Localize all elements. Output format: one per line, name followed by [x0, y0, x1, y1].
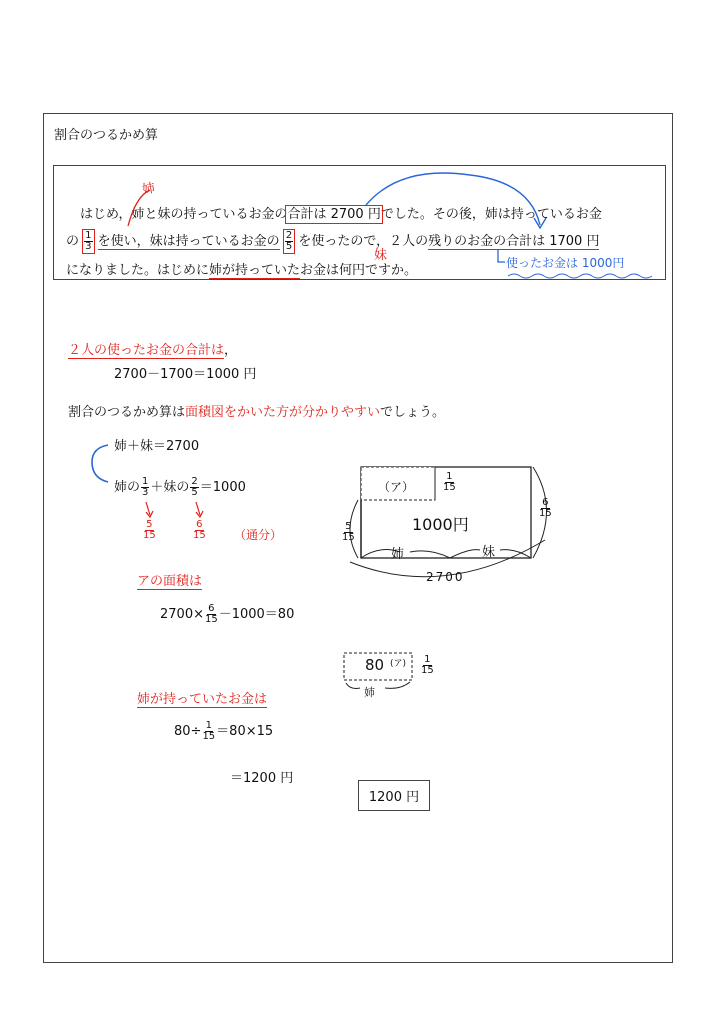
answer-text: 1200 円	[368, 790, 420, 805]
step3-calc-a: 2700×	[160, 607, 204, 622]
page-title: 割合のつるかめ算	[54, 128, 159, 143]
step2-text-c: でしょう。	[380, 405, 446, 420]
area-a-label: （ア）	[378, 480, 415, 494]
eq2-text: 姉の	[114, 480, 141, 495]
frac-den: 15	[193, 530, 206, 541]
small-diagram-80: 80	[365, 656, 385, 674]
step2-text-b: 面積図をかいた方が分かりやすい	[185, 405, 381, 420]
frac-den: 15	[143, 530, 156, 541]
frac-den: 3	[85, 241, 92, 252]
problem-text: の	[66, 234, 80, 249]
annotation-ane: 姉	[141, 180, 157, 198]
step3-calc-b: －1000＝80	[218, 607, 295, 622]
frac-num: 5	[146, 519, 153, 530]
frac-den: 15	[202, 731, 216, 742]
annotation-imouto: 妹	[374, 248, 388, 263]
frac-num: 1	[85, 230, 92, 241]
problem-text: お金は何円ですか。	[300, 263, 418, 278]
frac-num: 2	[285, 230, 293, 241]
frac-den: 15	[342, 532, 355, 543]
step4-calc-a: 80÷	[174, 724, 202, 739]
eq2-text: ＋妹の	[150, 480, 190, 495]
step4-calc	[174, 720, 273, 742]
small-diagram-fraction	[420, 655, 435, 676]
frac-num: 1	[446, 471, 453, 482]
problem-text-ane-used: を使い，妹は持っているお金の	[97, 234, 280, 249]
frac-num: 6	[542, 497, 549, 508]
step4-calc-b: ＝80×15	[216, 724, 274, 739]
problem-text: はじめ，姉と妹の持っているお金の	[80, 207, 288, 222]
equation-1: 姉＋妹＝2700	[114, 439, 200, 454]
frac-den: 15	[443, 482, 456, 493]
area-ane-label: 姉	[391, 547, 405, 562]
frac-den: 5	[285, 241, 293, 252]
step1-comma: ，	[224, 343, 238, 358]
frac-den: 15	[539, 508, 552, 519]
annotation-used-1000: 使ったお金は 1000円	[506, 256, 625, 270]
frac-num: 6	[196, 519, 203, 530]
step1-calc: 2700－1700＝1000 円	[114, 367, 257, 382]
step3-heading: アの面積は	[137, 570, 202, 590]
frac-den: 3	[142, 487, 149, 498]
eq2-text: ＝1000	[199, 480, 246, 495]
highlight-remaining-1700: 残りのお金の合計は 1700 円	[428, 234, 600, 249]
small-diagram-ane: 姉	[364, 686, 375, 699]
frac-den: 15	[421, 665, 434, 676]
frac-num: 1	[424, 654, 431, 665]
problem-text: でした。その後，姉は持っているお金	[380, 207, 602, 222]
tsubun-label: （通分）	[234, 528, 283, 542]
frac	[202, 721, 215, 742]
frac-num: 5	[345, 521, 352, 532]
frac-den: 15	[204, 614, 218, 625]
problem-text: になりました。はじめに	[66, 263, 210, 278]
step4-calc-2: ＝1200 円	[230, 771, 294, 786]
frac-num: 1	[142, 476, 149, 487]
area-imouto-label: 妹	[482, 545, 496, 560]
answer-box	[358, 780, 430, 811]
step2-text-a: 割合のつるかめ算は	[68, 405, 186, 420]
step1-heading-text: ２人の使ったお金の合計は	[68, 343, 225, 358]
step4-heading: 姉が持っていたお金は	[137, 688, 267, 708]
frac-den: 5	[191, 487, 198, 498]
small-diagram-a: (ア)	[390, 659, 407, 669]
frac-num: 6	[208, 603, 215, 614]
highlight-ane-had: 姉が持っていた	[209, 263, 301, 278]
frac-num: 1	[205, 720, 212, 731]
problem-text: を使ったので，２人の	[298, 234, 429, 249]
area-center-1000: 1000円	[412, 515, 469, 534]
highlight-total-2700: 合計は 2700 円	[287, 207, 381, 222]
frac-num: 2	[191, 476, 198, 487]
area-total-2700: 2700	[426, 570, 465, 584]
frac	[421, 655, 434, 676]
